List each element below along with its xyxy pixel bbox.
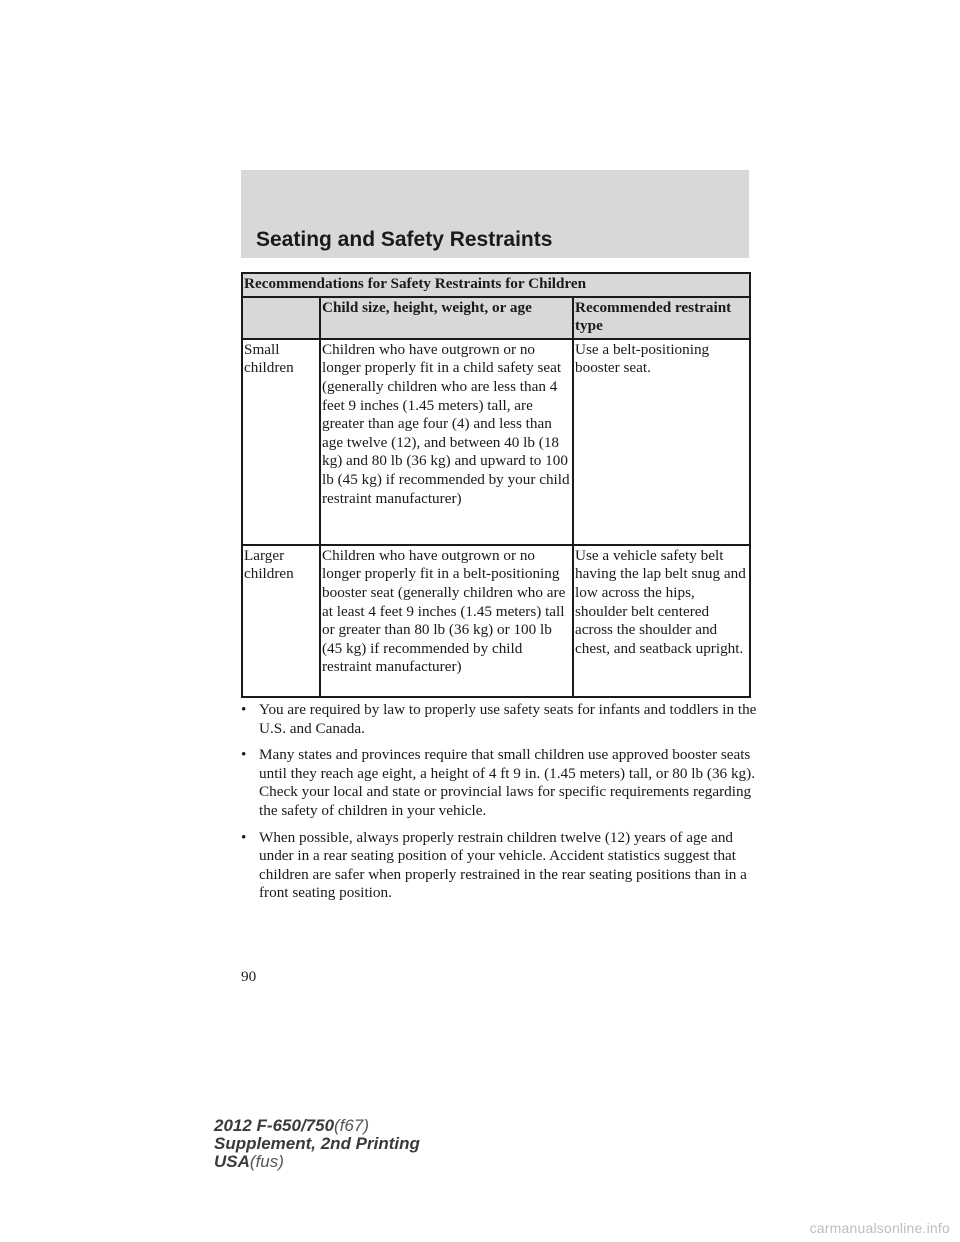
bullet-icon: •: [241, 701, 247, 718]
bullet-text: Many states and provinces require that small children use approved booster seats until they reach age eight, a height of 4 ft 9 in. (1.45 meters) tall, or 80 lb (36 kg). Check your local and state or provincial laws for specific requirements regarding the safety of children in your vehicle.: [259, 746, 755, 819]
list-item: [241, 829, 761, 903]
watermark: carmanualsonline.info: [809, 1220, 950, 1236]
footer-printing: Supplement, 2nd Printing: [214, 1134, 420, 1153]
footer-market: USA: [214, 1152, 250, 1171]
footer-model-code: (f67): [334, 1116, 370, 1135]
row-restraint: Use a vehicle safety belt having the lap belt snug and low across the hips, shoulder belt centered across the shoulder and chest, and seatback upright.: [573, 545, 750, 697]
restraints-table: [241, 272, 751, 698]
bullet-text: You are required by law to properly use safety seats for infants and toddlers in the U.S. and Canada.: [259, 701, 757, 737]
bullet-list: [241, 701, 761, 911]
row-category: Small children: [242, 339, 320, 545]
row-restraint: Use a belt-positioning booster seat.: [573, 339, 750, 545]
column-header-size: Child size, height, weight, or age: [320, 297, 573, 339]
section-title: Seating and Safety Restraints: [256, 228, 553, 251]
bullet-icon: •: [241, 746, 247, 764]
table-row: [242, 339, 750, 545]
list-item: [241, 746, 761, 820]
print-footer: [214, 1117, 420, 1171]
column-header-restraint: Recommended restraint type: [573, 297, 750, 339]
bullet-icon: •: [241, 828, 247, 846]
page-number: 90: [241, 968, 257, 985]
table-header-row: [242, 297, 750, 339]
table-caption: Recommendations for Safety Restraints for Children: [242, 273, 750, 297]
bullet-text: When possible, always properly restrain children twelve (12) years of age and under in a rear seating position of your vehicle. Accident statistics suggest that children are safer when properly restrained in the rear seating positions than in a front seating position.: [259, 828, 747, 902]
footer-model: 2012 F-650/750: [214, 1116, 335, 1135]
row-size: Children who have outgrown or no longer properly fit in a belt-positioning booster seat (generally children who are at least 4 feet 9 inches (1.45 meters) tall or greater than 80 lb (36 kg) or 100 lb (45 kg) if recommended by child restraint manufacturer): [320, 545, 573, 697]
column-header-category: [242, 297, 320, 339]
table-row: [242, 545, 750, 697]
row-size: Children who have outgrown or no longer properly fit in a child safety seat (generally children who are less than 4 feet 9 inches (1.45 meters) tall, are greater than age four (4) and less than age twelve (12), and between 40 lb (18 kg) and 80 lb (36 kg) and upward to 100 lb (45 kg) if recommended by your child restraint manufacturer): [320, 339, 573, 545]
list-item: [241, 701, 761, 738]
row-category: Larger children: [242, 545, 320, 697]
footer-market-code: (fus): [249, 1152, 284, 1171]
